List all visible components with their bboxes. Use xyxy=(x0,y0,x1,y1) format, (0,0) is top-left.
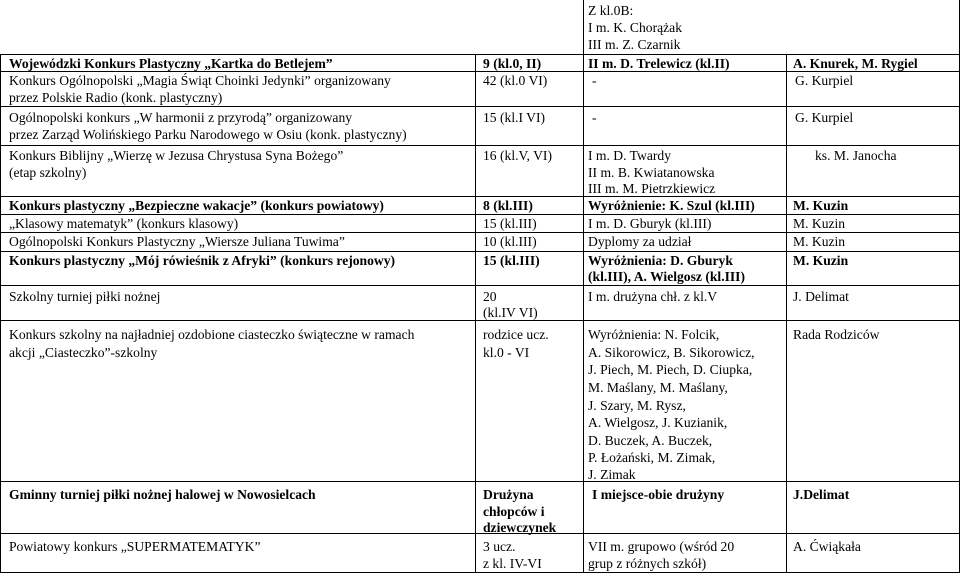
class-cell: 9 (kl.0, II) xyxy=(483,56,542,71)
result-cell: - xyxy=(592,73,597,88)
result-cell: Wyróżnienia: D. Gburyk xyxy=(588,253,733,268)
top-line-2: I m. K. Chorążak xyxy=(588,20,682,35)
result-cell: (kl.III), A. Wielgosz (kl.III) xyxy=(588,269,745,284)
teacher-cell: Rada Rodziców xyxy=(793,327,880,342)
class-cell: 8 (kl.III) xyxy=(483,198,533,213)
top-line-1: Z kl.0B: xyxy=(588,3,634,18)
column-divider xyxy=(786,54,787,573)
event-cell: Konkurs Ogólnopolski „Magia Świąt Choinki Jedynki” organizowany xyxy=(9,73,391,88)
row-divider xyxy=(0,145,960,146)
event-cell: Konkurs plastyczny „Bezpieczne wakacje” (konkurs powiatowy) xyxy=(9,198,384,213)
row-divider xyxy=(0,320,960,321)
teacher-cell: ks. M. Janocha xyxy=(815,148,897,163)
event-cell: „Klasowy matematyk” (konkurs klasowy) xyxy=(9,216,239,231)
result-cell: J. Zimak xyxy=(588,467,636,482)
class-cell: kl.0 - VI xyxy=(483,345,530,360)
result-cell: A. Sikorowicz, B. Sikorowicz, xyxy=(588,345,755,360)
event-cell: Gminny turniej piłki nożnej halowej w Nowosielcach xyxy=(9,487,316,502)
event-cell: (etap szkolny) xyxy=(9,165,87,180)
event-cell: Konkurs plastyczny „Mój rówieśnik z Afryki” (konkurs rejonowy) xyxy=(9,253,396,268)
result-cell: Dyplomy za udział xyxy=(588,234,692,249)
result-cell: Wyróżnienie: K. Szul (kl.III) xyxy=(588,198,755,213)
result-cell: J. Szary, M. Rysz, xyxy=(588,398,686,413)
result-cell: - xyxy=(592,110,597,125)
result-cell: A. Wielgosz, J. Kuzianik, xyxy=(588,415,728,430)
row-divider xyxy=(0,106,960,107)
class-cell: z kl. IV-VI xyxy=(483,556,542,571)
result-cell: P. Łożański, M. Zimak, xyxy=(588,450,716,465)
row-divider xyxy=(0,481,960,482)
class-cell: 15 (kl.III) xyxy=(483,253,540,268)
class-cell: rodzice ucz. xyxy=(483,327,549,342)
column-divider xyxy=(475,54,476,573)
event-cell: Konkurs Biblijny „Wierzę w Jezusa Chrystusa Syna Bożego” xyxy=(9,148,344,163)
top-line-3: III m. Z. Czarnik xyxy=(588,37,681,52)
teacher-cell: A. Ćwiąkała xyxy=(793,539,861,554)
event-cell: Wojewódzki Konkurs Plastyczny „Kartka do Betlejem” xyxy=(9,56,333,71)
result-cell: I m. D. Gburyk (kl.III) xyxy=(588,216,712,231)
teacher-cell: J.Delimat xyxy=(793,487,850,502)
result-cell: I m. D. Twardy xyxy=(588,148,671,163)
result-cell: D. Buczek, A. Buczek, xyxy=(588,433,713,448)
class-cell: Drużyna xyxy=(483,487,534,502)
class-cell: 20 xyxy=(483,289,497,304)
teacher-cell: G. Kurpiel xyxy=(795,73,854,88)
event-cell: Powiatowy konkurs „SUPERMATEMATYK” xyxy=(9,539,261,554)
result-cell: grup z różnych szkół) xyxy=(588,556,707,571)
class-cell: 3 ucz. xyxy=(483,539,516,554)
class-cell: chłopców i xyxy=(483,504,545,519)
event-cell: Ogólnopolski konkurs „W harmonii z przyrodą” organizowany xyxy=(9,110,353,125)
event-cell: Szkolny turniej piłki nożnej xyxy=(9,289,161,304)
event-cell: przez Polskie Radio (konk. plastyczny) xyxy=(9,90,223,105)
row-divider xyxy=(0,533,960,534)
class-cell: 15 (kl.I VI) xyxy=(483,110,546,125)
column-divider xyxy=(583,0,584,573)
result-cell: Wyróżnienia: N. Folcik, xyxy=(588,327,720,342)
result-cell: M. Maślany, M. Maślany, xyxy=(588,380,728,395)
teacher-cell: A. Knurek, M. Rygiel xyxy=(793,56,918,71)
class-cell: (kl.IV VI) xyxy=(483,305,538,320)
teacher-cell: M. Kuzin xyxy=(793,234,846,249)
result-cell: II m. D. Trelewicz (kl.II) xyxy=(588,56,730,71)
result-cell: II m. B. Kwiatanowska xyxy=(588,165,715,180)
result-cell: III m. M. Pietrzkiewicz xyxy=(588,181,716,196)
class-cell: 15 (kl.III) xyxy=(483,216,537,231)
class-cell: 10 (kl.III) xyxy=(483,234,537,249)
event-cell: przez Zarząd Wolińskiego Parku Narodowego w Osiu (konk. plastyczny) xyxy=(9,127,407,142)
result-cell: VII m. grupowo (wśród 20 xyxy=(588,539,735,554)
class-cell: 42 (kl.0 VI) xyxy=(483,73,548,88)
teacher-cell: M. Kuzin xyxy=(793,198,849,213)
event-cell: akcji „Ciasteczko”-szkolny xyxy=(9,345,158,360)
result-cell: I m. drużyna chł. z kl.V xyxy=(588,289,718,304)
row-divider xyxy=(0,285,960,286)
teacher-cell: M. Kuzin xyxy=(793,216,846,231)
column-divider xyxy=(0,54,1,573)
teacher-cell: G. Kurpiel xyxy=(795,110,854,125)
teacher-cell: J. Delimat xyxy=(793,289,849,304)
event-cell: Ogólnopolski Konkurs Plastyczny „Wiersze Juliana Tuwima” xyxy=(9,234,345,249)
event-cell: Konkurs szkolny na najładniej ozdobione ciasteczko świąteczne w ramach xyxy=(9,327,415,342)
teacher-cell: M. Kuzin xyxy=(793,253,849,268)
result-cell: J. Piech, M. Piech, D. Ciupka, xyxy=(588,362,753,377)
result-cell: I miejsce-obie drużyny xyxy=(592,487,725,502)
class-cell: 16 (kl.V, VI) xyxy=(483,148,552,163)
class-cell: dziewczynek xyxy=(483,520,557,535)
